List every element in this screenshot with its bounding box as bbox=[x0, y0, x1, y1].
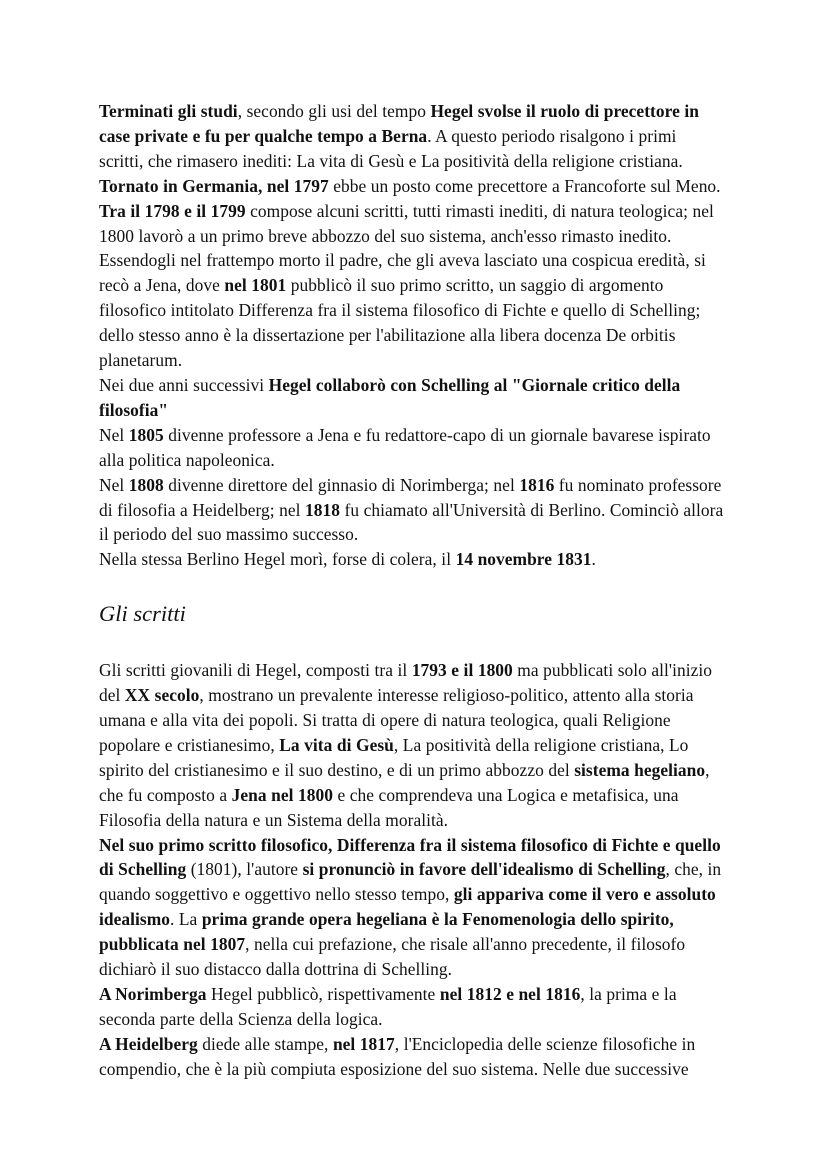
text-run: , che fu composto a bbox=[99, 759, 710, 805]
bold-run: si pronunciò in favore dell'idealismo di Schelling bbox=[302, 859, 666, 880]
text-run: , la prima e la seconda parte della Scienza della logica. bbox=[99, 984, 677, 1029]
paragraph-norimberga-scienza-logica bbox=[99, 982, 725, 1032]
text-run: fu chiamato all'Università di Berlino. Cominciò allora il periodo del suo massimo successo. bbox=[99, 499, 724, 545]
bold-run: Hegel collaborò con Schelling al "Giornale critico della filosofia" bbox=[99, 374, 681, 420]
bold-run: nel 1812 e nel 1816 bbox=[439, 984, 581, 1004]
bold-run: A Heidelberg bbox=[99, 1033, 198, 1054]
text-run: . A questo periodo risalgono i primi scritti, che rimasero inediti: La vita di Gesù e La positività della religione cristiana. bbox=[99, 125, 683, 171]
text-run: compose alcuni scritti, tutti rimasti inediti, di natura teologica; nel 1800 lavorò a un primo breve abbozzo del suo sistema, anch'esso rimasto inedito. Essendogli nel frattempo morto il padre, che gli aveva lasciato una cospicua eredità, si recò a Jena, dove bbox=[99, 200, 714, 296]
text-run: divenne professore a Jena e fu redattore-capo di un giornale bavarese ispirato alla politica napoleonica. bbox=[99, 424, 711, 470]
paragraph-1805-jena bbox=[99, 423, 725, 473]
bold-run: 1805 bbox=[128, 424, 164, 445]
text-run: divenne direttore del ginnasio di Norimberga; nel bbox=[163, 474, 520, 495]
bold-run: Terminati gli studi bbox=[99, 101, 238, 121]
bold-run: La vita di Gesù bbox=[279, 734, 394, 755]
bold-run: Tra il 1798 e il 1799 bbox=[99, 200, 246, 221]
text-run: Nella stessa Berlino Hegel morì, forse di colera, il bbox=[99, 549, 456, 570]
bold-run: nel 1817 bbox=[332, 1033, 395, 1054]
text-run: pubblicò il suo primo scritto, un saggio di argomento filosofico intitolato Differenza fra il sistema filosofico di Fichte e quello di Schelling; dello stesso anno è la dissertazione per l'abilitazione alla libera docenza De orbitis planetarum. bbox=[99, 275, 701, 371]
text-run: Nel bbox=[99, 424, 129, 445]
text-run: Hegel pubblicò, rispettivamente bbox=[206, 984, 440, 1004]
bold-run: sistema hegeliano bbox=[574, 759, 706, 780]
text-run: e che comprendeva una Logica e metafisica, una Filosofia della natura e un Sistema della moralità. bbox=[99, 784, 679, 830]
text-run: . La bbox=[169, 909, 202, 930]
text-run: Nei due anni successivi bbox=[99, 374, 269, 395]
text-run: fu nominato professore di filosofia a Heidelberg; nel bbox=[99, 474, 722, 520]
bold-run: 1818 bbox=[305, 499, 340, 520]
bold-run: 1816 bbox=[519, 474, 555, 495]
bold-run: A Norimberga bbox=[99, 984, 207, 1004]
bold-run: 14 novembre 1831 bbox=[455, 549, 592, 570]
bold-run: Tornato in Germania, nel 1797 bbox=[99, 175, 329, 196]
bold-run: Nel suo primo scritto filosofico, Differenza fra il sistema filosofico di Fichte e quello di Schelling bbox=[99, 834, 721, 880]
paragraph-tornato-in-germania bbox=[99, 174, 725, 199]
paragraph-morte-berlino bbox=[99, 547, 725, 572]
paragraph-heidelberg-enciclopedia bbox=[99, 1032, 725, 1082]
text-run: , mostrano un prevalente interesse religioso-politico, attento alla storia umana e alla vita dei popoli. Si tratta di opere di natura teologica, quali Religione popolare e cristianesimo, bbox=[99, 685, 694, 755]
text-run: ma pubblicati solo all'inizio del bbox=[99, 660, 713, 706]
paragraph-primo-scritto-filosofico bbox=[99, 833, 725, 982]
text-run: Nel bbox=[99, 474, 129, 495]
bold-run: gli appariva come il vero e assoluto idealismo bbox=[99, 884, 716, 930]
text-run: . bbox=[591, 549, 596, 570]
bold-run: XX secolo bbox=[124, 685, 200, 706]
bold-run: nel 1801 bbox=[224, 275, 287, 296]
paragraph-scritti-giovanili bbox=[99, 658, 725, 832]
bold-run: 1808 bbox=[128, 474, 164, 495]
bold-run: 1793 e il 1800 bbox=[411, 660, 513, 681]
section-heading-gli-scritti: Gli scritti bbox=[99, 601, 186, 627]
bold-run: Jena nel 1800 bbox=[231, 784, 333, 805]
text-run: , nella cui prefazione, che risale all'anno precedente, il filosofo dichiarò il suo distacco dalla dottrina di Schelling. bbox=[99, 934, 686, 980]
paragraph-tra-1798-1799 bbox=[99, 199, 725, 373]
text-run: diede alle stampe, bbox=[197, 1033, 333, 1054]
text-run: , secondo gli usi del tempo bbox=[237, 101, 431, 121]
paragraph-giornale-critico bbox=[99, 373, 725, 423]
text-run: , che, in quando soggettivo e oggettivo nello stesso tempo, bbox=[99, 859, 722, 905]
text-run: (1801), l'autore bbox=[186, 859, 303, 880]
text-run: ebbe un posto come precettore a Francoforte sul Meno. bbox=[328, 175, 721, 196]
text-column bbox=[99, 99, 725, 1082]
paragraph-terminati-gli-studi bbox=[99, 99, 725, 174]
spacer-below-heading bbox=[99, 627, 725, 658]
text-run: , l'Enciclopedia delle scienze filosofiche in compendio, che è la più compiuta esposizione del suo sistema. Nelle due successive bbox=[99, 1033, 696, 1079]
spacer-above-heading bbox=[99, 572, 725, 601]
paragraph-1808-norimberga bbox=[99, 473, 725, 548]
text-run: Gli scritti giovanili di Hegel, composti tra il bbox=[99, 660, 412, 681]
bold-run: prima grande opera hegeliana è la Fenomenologia dello spirito, pubblicata nel 1807 bbox=[99, 909, 674, 955]
text-run: , La positività della religione cristiana, Lo spirito del cristianesimo e il suo destino, e di un primo abbozzo del bbox=[99, 734, 689, 780]
bold-run: Hegel svolse il ruolo di precettore in case private e fu per qualche tempo a Berna bbox=[99, 101, 699, 146]
